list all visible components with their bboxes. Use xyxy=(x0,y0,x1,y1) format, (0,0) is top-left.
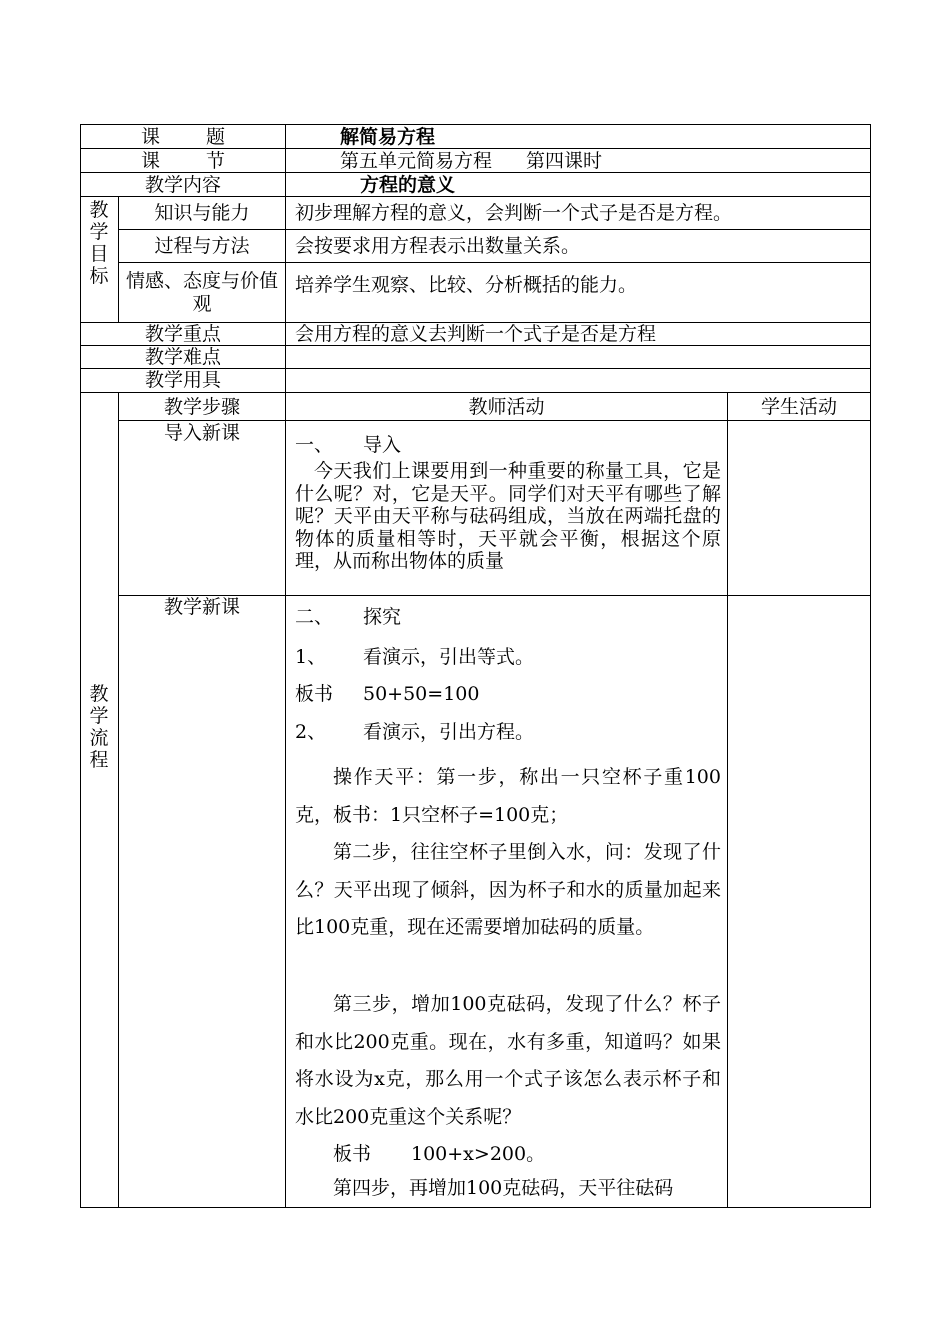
table-border xyxy=(80,392,870,393)
step2-board2-label: 板书 xyxy=(333,1143,372,1165)
step2-board1: 50+50=100 xyxy=(363,683,480,705)
table-border xyxy=(118,420,870,421)
table-border xyxy=(80,172,870,173)
table-border xyxy=(80,124,870,125)
col-student-header: 学生活动 xyxy=(760,396,837,418)
table-border xyxy=(727,392,728,1207)
step2-heading-num: 二、 xyxy=(295,606,334,628)
objectives-group-label: 教学目标 xyxy=(89,199,109,287)
step2-name: 教学新课 xyxy=(163,596,240,618)
step2-heading: 探究 xyxy=(363,606,402,628)
step2-paragraph-2: 第二步，往往空杯子里倒入水，问：发现了什么？天平出现了倾斜，因为杯子和水的质量加起来比100克重，现在还需要增加砝码的质量。 xyxy=(295,841,721,938)
difficulty-label: 教学难点 xyxy=(144,346,221,368)
table-border xyxy=(80,148,870,149)
table-border xyxy=(80,1207,870,1208)
step2-item2: 看演示，引出方程。 xyxy=(363,721,535,743)
objective-value-process: 会按要求用方程表示出数量关系。 xyxy=(295,235,581,257)
objective-label-attitude: 情感、态度与价值观 xyxy=(125,270,278,315)
objective-label-knowledge: 知识与能力 xyxy=(154,202,250,224)
step2-item1-num: 1、 xyxy=(295,646,327,668)
col-steps-header: 教学步骤 xyxy=(163,396,240,418)
flow-group-label: 教学流程 xyxy=(89,683,109,771)
step1-heading-num: 一、 xyxy=(295,434,334,456)
content-label: 教学内容 xyxy=(144,174,221,196)
col-teacher-header: 教师活动 xyxy=(468,396,545,418)
table-border xyxy=(118,392,119,1207)
step1-name: 导入新课 xyxy=(163,422,240,444)
objective-value-knowledge: 初步理解方程的意义，会判断一个式子是否是方程。 xyxy=(295,202,733,224)
section-label: 课 节 xyxy=(140,150,226,172)
objective-label-process: 过程与方法 xyxy=(154,235,250,257)
key-point-value: 会用方程的意义去判断一个式子是否是方程 xyxy=(295,323,657,345)
step2-item2-num: 2、 xyxy=(295,721,327,743)
tools-label: 教学用具 xyxy=(144,369,221,391)
step2-paragraph-4: 第四步，再增加100克砝码，天平往砝码 xyxy=(333,1177,674,1199)
topic-label: 课 题 xyxy=(140,126,226,148)
table-border xyxy=(285,124,286,1208)
table-border xyxy=(870,124,871,1208)
table-border xyxy=(118,229,870,230)
objective-value-attitude: 培养学生观察、比较、分析概括的能力。 xyxy=(295,274,638,296)
content-value: 方程的意义 xyxy=(360,174,456,196)
section-value: 第五单元简易方程 第四课时 xyxy=(340,150,603,172)
table-border xyxy=(118,262,870,263)
key-point-label: 教学重点 xyxy=(144,323,221,345)
step2-board2: 100+x>200。 xyxy=(411,1143,546,1165)
table-border xyxy=(80,124,81,1208)
step2-paragraph-1: 操作天平：第一步，称出一只空杯子重100克，板书：1只空杯子=100克； xyxy=(295,766,721,826)
step2-board1-label: 板书 xyxy=(295,683,334,705)
step1-heading: 导入 xyxy=(363,434,402,456)
step1-body: 今天我们上课要用到一种重要的称量工具，它是什么呢？对，它是天平。同学们对天平有哪些了解呢？天平由天平称与砝码组成，当放在两端托盘的物体的质量相等时，天平就会平衡，根据这个原理，从而称出物体的质量 xyxy=(295,460,721,572)
topic-value: 解简易方程 xyxy=(340,126,436,148)
step2-item1: 看演示，引出等式。 xyxy=(363,646,535,668)
table-border xyxy=(80,196,870,197)
step2-paragraph-3: 第三步，增加100克砝码，发现了什么？杯子和水比200克重。现在，水有多重，知道吗？如果将水设为x克，那么用一个式子该怎么表示杯子和水比200克重这个关系呢？ xyxy=(295,993,721,1128)
